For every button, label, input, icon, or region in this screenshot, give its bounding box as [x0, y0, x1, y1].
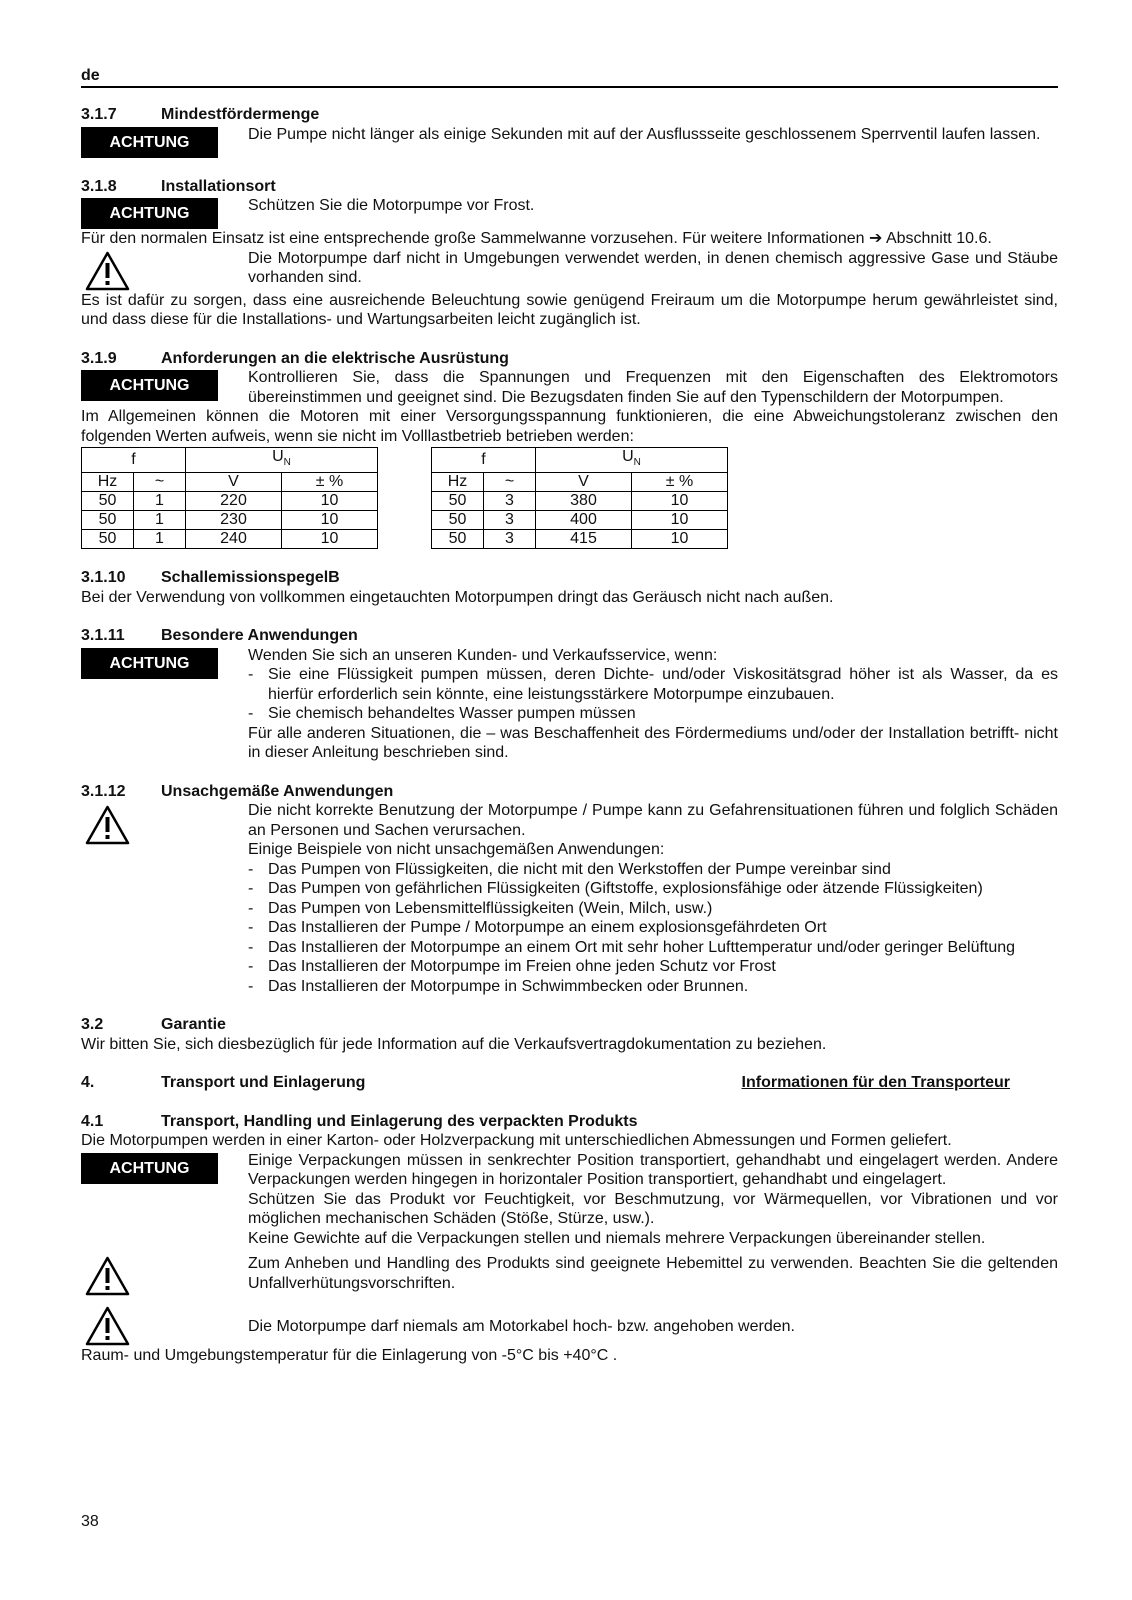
list-item: - Das Installieren der Motorpumpe in Schwimmbecken oder Brunnen. — [248, 977, 1058, 997]
chapter-heading — [81, 1073, 1058, 1093]
gutter — [81, 249, 248, 291]
paragraph: Schützen Sie das Produkt vor Feuchtigkeit, vor Beschmutzung, vor Wärmequellen, vor Vibrationen und vor möglichen mechanischen Schäden (Stöße, Stürze, usw.). — [248, 1190, 1058, 1228]
table-row — [432, 530, 728, 549]
table-unit-row — [432, 473, 728, 492]
warning-text — [248, 249, 1058, 291]
table-cell: 10 — [282, 511, 378, 530]
col-header-f: f — [82, 448, 186, 473]
list-item: - Das Installieren der Motorpumpe im Freien ohne jeden Schutz vor Frost — [248, 957, 1058, 977]
section-heading — [81, 1015, 1058, 1035]
gutter — [81, 196, 248, 229]
section-3-1-7 — [81, 105, 1058, 158]
achtung-row — [81, 646, 1058, 763]
table-cell: 10 — [282, 530, 378, 549]
table-cell: 10 — [632, 530, 728, 549]
table-cell: 220 — [186, 492, 282, 511]
section-title: Unsachgemäße Anwendungen — [161, 782, 394, 800]
un-symbol: U — [622, 448, 634, 465]
achtung-text — [248, 646, 1058, 763]
table-cell: 380 — [536, 492, 632, 511]
warning-triangle-icon — [85, 251, 130, 291]
table-row — [432, 511, 728, 530]
section-number: 4.1 — [81, 1112, 104, 1130]
achtung-text — [248, 125, 1058, 158]
section-4-1 — [81, 1112, 1058, 1366]
section-3-1-12 — [81, 782, 1058, 997]
paragraph: Die nicht korrekte Benutzung der Motorpumpe / Pumpe kann zu Gefahrensituationen führen und folglich Schäden an Personen und Sachen verursachen. — [248, 802, 1058, 839]
table-cell: 1 — [134, 492, 186, 511]
section-number: 3.1.11 — [81, 627, 125, 645]
unit-hz: Hz — [432, 473, 484, 492]
section-number: 3.1.12 — [81, 782, 126, 800]
section-heading — [81, 626, 1058, 646]
paragraph: Die Pumpe nicht länger als einige Sekunden mit auf der Ausflussseite geschlossenem Sperrventil laufen lassen. — [248, 125, 1041, 143]
voltage-tables — [81, 447, 1058, 549]
list-item: - Das Installieren der Pumpe / Motorpumpe an einem explosionsgefährdeten Ort — [248, 918, 1058, 938]
achtung-text — [248, 368, 1058, 407]
section-3-1-8 — [81, 177, 1058, 330]
warning-row — [81, 1304, 1058, 1346]
gutter — [81, 1304, 248, 1346]
achtung-label: ACHTUNG — [81, 127, 218, 158]
achtung-row — [81, 368, 1058, 407]
unit-phase: ~ — [484, 473, 536, 492]
paragraph: Wir bitten Sie, sich diesbezüglich für jede Information auf die Verkaufsvertragdokumentation zu beziehen. — [81, 1035, 827, 1053]
table-row — [432, 492, 728, 511]
list-item: - Sie eine Flüssigkeit pumpen müssen, deren Dichte- und/oder Viskositätsgrad höher ist als Wasser, da es hierfür erforderlich sein könnte, eine leistungsstärkere Motorpumpe einzubauen. — [248, 665, 1058, 704]
list-item: - Das Pumpen von Flüssigkeiten, die nicht mit den Werkstoffen der Pumpe vereinbar sind — [248, 860, 1058, 880]
paragraph: Die Motorpumpe darf nicht in Umgebungen verwendet werden, in denen chemisch aggressive Gase und Stäube vorhanden sind. — [248, 249, 1058, 286]
section-heading — [81, 177, 1058, 197]
warning-triangle-icon — [85, 1306, 130, 1346]
achtung-label: ACHTUNG — [81, 198, 218, 229]
table-cell: 10 — [632, 492, 728, 511]
paragraph: Kontrollieren Sie, dass die Spannungen und Frequenzen mit den Eigenschaften des Elektromotors übereinstimmen und geeignet sind. Die Bezugsdaten finden Sie auf den Typenschildern der Motorpumpen. — [248, 369, 1058, 406]
section-title: Garantie — [161, 1016, 226, 1034]
achtung-text — [248, 1151, 1058, 1249]
table-cell: 3 — [484, 511, 536, 530]
table-header-row — [82, 448, 378, 473]
warning-triangle-icon — [85, 1256, 130, 1296]
voltage-table-three-phase — [431, 447, 728, 549]
section-heading — [81, 105, 1058, 125]
table-cell: 230 — [186, 511, 282, 530]
paragraph: Im Allgemeinen können die Motoren mit einer Versorgungsspannung funktionieren, die eine Abweichungstoleranz zwischen den folgenden Werten aufweis, wenn sie nicht im Volllastbetrieb betrieben werden: — [81, 408, 1058, 445]
achtung-label: ACHTUNG — [81, 1153, 218, 1184]
paragraph: Schützen Sie die Motorpumpe vor Frost. — [248, 197, 535, 214]
section-number: 3.1.8 — [81, 177, 117, 195]
section-title: Anforderungen an die elektrische Ausrüstung — [161, 349, 509, 367]
table-cell: 240 — [186, 530, 282, 549]
section-title: Installationsort — [161, 177, 276, 195]
section-title: Transport, Handling und Einlagerung des verpackten Produkts — [161, 1112, 638, 1130]
section-heading — [81, 1112, 1058, 1132]
section-number: 3.2 — [81, 1016, 104, 1034]
table-cell: 50 — [432, 511, 484, 530]
header-rule — [81, 86, 1058, 88]
section-title: Besondere Anwendungen — [161, 627, 358, 645]
table-cell: 50 — [432, 530, 484, 549]
section-number: 3.1.7 — [81, 106, 117, 123]
paragraph: Es ist dafür zu sorgen, dass eine ausreichende Beleuchtung sowie genügend Freiraum um die Motorpumpe herum gewährleistet sind, und dass diese für die Installations- und Wartungsarbeiten leicht zugänglich ist. — [81, 291, 1058, 328]
table-cell: 10 — [632, 511, 728, 530]
section-heading — [81, 782, 1058, 802]
table-row — [82, 511, 378, 530]
paragraph: Raum- und Umgebungstemperatur für die Einlagerung von -5°C bis +40°C . — [81, 1347, 618, 1365]
section-title: Mindestfördermenge — [161, 106, 320, 123]
list-item: - Sie chemisch behandeltes Wasser pumpen müssen — [248, 704, 1058, 724]
warning-triangle-icon — [85, 805, 130, 845]
achtung-row — [81, 1151, 1058, 1249]
paragraph: Die Motorpumpe darf niemals am Motorkabel hoch- bzw. angehoben werden. — [248, 1318, 795, 1336]
col-header-f: f — [432, 448, 536, 473]
achtung-row — [81, 125, 1058, 158]
gutter — [81, 801, 248, 996]
paragraph: Für den normalen Einsatz ist eine entsprechende große Sammelwanne vorzusehen. Für weitere Informationen ➔ Abschnitt 10.6. — [81, 230, 992, 247]
chapter-audience: Informationen für den Transporteur — [741, 1074, 1010, 1092]
section-heading — [81, 568, 1058, 588]
section-number: 3.1.9 — [81, 349, 117, 367]
section-3-1-10 — [81, 568, 1058, 607]
achtung-text — [248, 196, 1058, 229]
gutter — [81, 1254, 248, 1296]
paragraph: Für alle anderen Situationen, die – was Beschaffenheit des Fördermediums und/oder der Installation betrifft- nicht in dieser Anleitung beschrieben sind. — [248, 724, 1058, 762]
un-subscript: N — [283, 457, 291, 469]
bullet-list — [248, 665, 1058, 724]
section-title: SchallemissionspegelB — [161, 569, 340, 587]
achtung-label: ACHTUNG — [81, 370, 218, 401]
warning-text — [248, 1254, 1058, 1296]
chapter-title: Transport und Einlagerung — [161, 1074, 366, 1092]
warning-row — [81, 801, 1058, 996]
warning-text — [248, 1304, 1058, 1346]
table-row — [82, 492, 378, 511]
table-cell: 400 — [536, 511, 632, 530]
section-number: 3.1.10 — [81, 569, 126, 587]
unit-tolerance: ± % — [632, 473, 728, 492]
achtung-row — [81, 196, 1058, 229]
paragraph: Zum Anheben und Handling des Produkts sind geeignete Hebemittel zu verwenden. Beachten Sie die geltenden Unfallverhütungsvorschriften. — [248, 1255, 1058, 1292]
section-heading — [81, 349, 1058, 369]
table-cell: 50 — [82, 530, 134, 549]
table-cell: 50 — [82, 511, 134, 530]
table-cell: 1 — [134, 530, 186, 549]
gutter — [81, 1151, 248, 1249]
gutter — [81, 368, 248, 407]
section-3-1-9 — [81, 349, 1058, 550]
voltage-table-single-phase — [81, 447, 378, 549]
table-unit-row — [82, 473, 378, 492]
bullet-list — [248, 860, 1058, 997]
unit-v: V — [186, 473, 282, 492]
table-cell: 1 — [134, 511, 186, 530]
language-code: de — [81, 67, 100, 84]
unit-phase: ~ — [134, 473, 186, 492]
chapter-number: 4. — [81, 1074, 95, 1092]
unit-v: V — [536, 473, 632, 492]
paragraph: Bei der Verwendung von vollkommen eingetauchten Motorpumpen dringt das Geräusch nicht nach außen. — [81, 588, 834, 606]
paragraph: Einige Beispiele von nicht unsachgemäßen Anwendungen: — [248, 841, 665, 859]
table-cell: 50 — [432, 492, 484, 511]
warning-row — [81, 1254, 1058, 1296]
section-3-2 — [81, 1015, 1058, 1054]
paragraph: Die Motorpumpen werden in einer Karton- oder Holzverpackung mit unterschiedlichen Abmessungen und Formen geliefert. — [81, 1132, 952, 1150]
warning-text — [248, 801, 1058, 996]
list-item: - Das Pumpen von gefährlichen Flüssigkeiten (Giftstoffe, explosionsfähige oder ätzende Flüssigkeiten) — [248, 879, 1058, 899]
table-row — [82, 530, 378, 549]
unit-tolerance: ± % — [282, 473, 378, 492]
table-cell: 10 — [282, 492, 378, 511]
paragraph: Keine Gewichte auf die Verpackungen stellen und niemals mehrere Verpackungen übereinander stellen. — [248, 1229, 986, 1247]
gutter — [81, 125, 248, 158]
paragraph: Einige Verpackungen müssen in senkrechter Position transportiert, gehandhabt und eingelagert werden. Andere Verpackungen werden hingegen in horizontaler Position transportiert, gehandhabt und eingelagert. — [248, 1151, 1058, 1189]
table-header-row — [432, 448, 728, 473]
col-header-un — [536, 448, 728, 473]
achtung-label: ACHTUNG — [81, 648, 218, 679]
gutter — [81, 646, 248, 763]
paragraph: Wenden Sie sich an unseren Kunden- und Verkaufsservice, wenn: — [248, 646, 718, 664]
page-number: 38 — [81, 1513, 99, 1530]
un-subscript: N — [633, 457, 641, 469]
section-3-1-11 — [81, 626, 1058, 763]
col-header-un — [186, 448, 378, 473]
table-cell: 3 — [484, 530, 536, 549]
un-symbol: U — [272, 448, 284, 465]
list-item: - Das Pumpen von Lebensmittelflüssigkeiten (Wein, Milch, usw.) — [248, 899, 1058, 919]
table-cell: 415 — [536, 530, 632, 549]
section-4 — [81, 1073, 1058, 1093]
list-item: - Das Installieren der Motorpumpe an einem Ort mit sehr hoher Lufttemperatur und/oder geringer Belüftung — [248, 938, 1058, 958]
warning-row — [81, 249, 1058, 291]
unit-hz: Hz — [82, 473, 134, 492]
table-cell: 50 — [82, 492, 134, 511]
table-cell: 3 — [484, 492, 536, 511]
